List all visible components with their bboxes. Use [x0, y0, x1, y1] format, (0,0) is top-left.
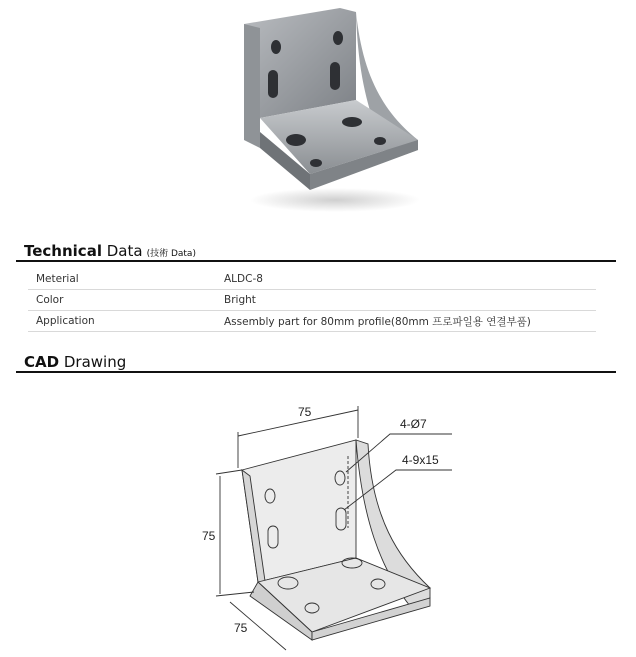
cad-drawing-title — [24, 353, 126, 371]
spec-row-color — [28, 290, 596, 311]
dim-left-label: 75 — [202, 529, 216, 543]
product-photo — [230, 0, 430, 215]
spec-table — [28, 269, 596, 332]
spec-key: Meterial — [28, 269, 216, 290]
spec-row-material — [28, 269, 596, 290]
cad-title-rest: Drawing — [63, 353, 127, 371]
callout-holes-label: 4-Ø7 — [400, 417, 427, 431]
cad-title-bold: CAD — [24, 353, 60, 371]
technical-data-title — [24, 242, 196, 260]
technical-title-rest: Data — [106, 242, 143, 260]
dim-bottom-label: 75 — [234, 621, 248, 635]
technical-title-sub: (技術 Data) — [146, 249, 196, 259]
spec-value: Assembly part for 80mm profile(80mm 프로파일용 연결부품) — [216, 311, 596, 332]
technical-title-bold: Technical — [24, 242, 102, 260]
dim-top-label: 75 — [298, 405, 312, 419]
spec-value: Bright — [216, 290, 596, 311]
spec-row-application — [28, 311, 596, 332]
technical-rule — [16, 260, 616, 262]
spec-value: ALDC-8 — [216, 269, 596, 290]
callout-slots-label: 4-9x15 — [402, 453, 439, 467]
cad-rule — [16, 371, 616, 373]
spec-key: Color — [28, 290, 216, 311]
spec-key: Application — [28, 311, 216, 332]
cad-drawing — [190, 398, 470, 657]
